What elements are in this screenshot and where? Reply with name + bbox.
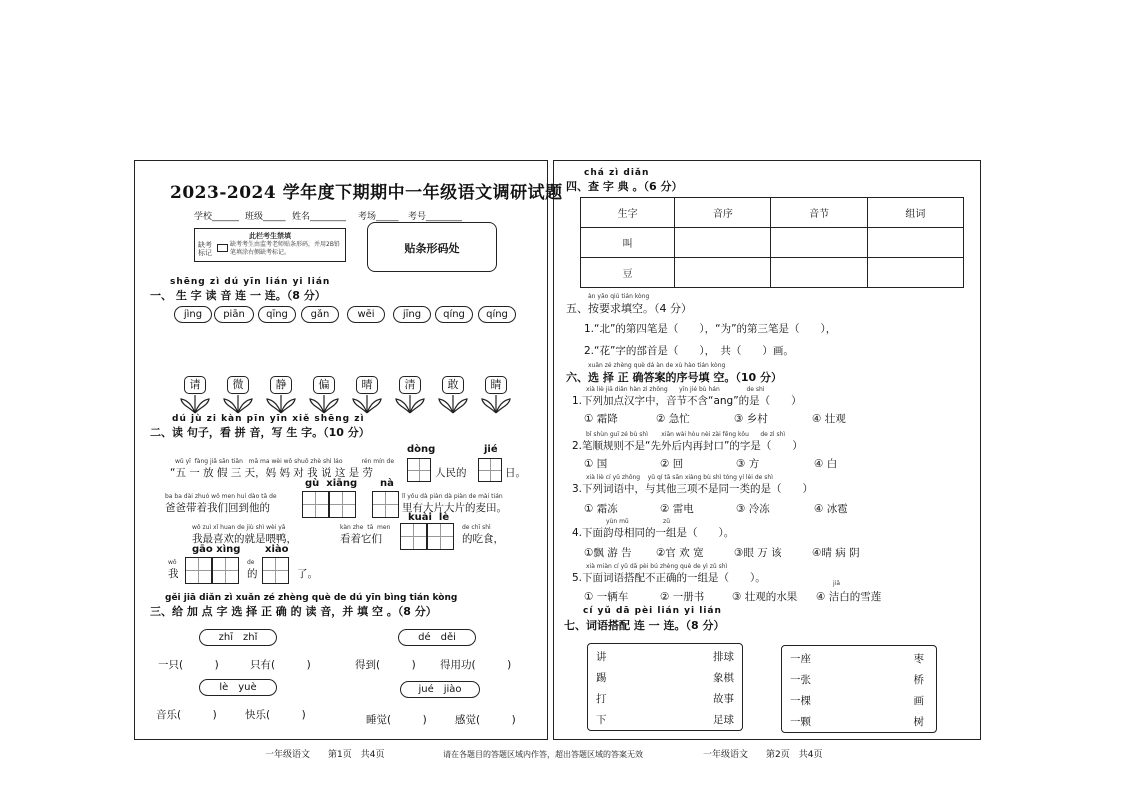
match-right[interactable]: 枣 (913, 653, 924, 665)
reading-pill[interactable]: gǎn (301, 306, 339, 323)
s5-title: 五、按要求填空。（4 分） (566, 302, 692, 315)
name-field: 姓名________ (292, 212, 347, 222)
s6-q3-pinyin: xià liè cí yǔ zhōng yǔ qí tā sān xiàng bù shì tóng yí lèi de shì (586, 474, 773, 481)
p1c-text: 日。 (505, 467, 526, 479)
match-left[interactable]: 一座 (790, 653, 811, 665)
p4b-text: 的 (247, 568, 258, 580)
option[interactable]: ③眼 万 该 (734, 547, 782, 559)
match-left[interactable]: 一张 (790, 674, 811, 686)
option[interactable]: ④ 冰雹 (814, 503, 848, 515)
match-left[interactable]: 打 (596, 693, 607, 705)
s3-title: 三、给 加 点 字 选 择 正 确 的 读 音，并 填 空 。（8 分） (150, 605, 437, 618)
s6-q2: 2.笔顺规则不是“先外后内再封口”的字是（ ） (572, 440, 803, 452)
room-field: 考场_____ (358, 212, 399, 222)
s4-pinyin: chá zì diǎn (584, 168, 650, 178)
option[interactable]: ③ 乡村 (734, 413, 768, 425)
p4b-pinyin: de (247, 559, 255, 566)
s3-pinyin: gěi jiā diǎn zì xuǎn zé zhèng què de dú yīn bìng tián kòng (165, 593, 458, 603)
reading-pill[interactable]: qīng (258, 306, 296, 323)
p1b-text: 人民的 (435, 467, 467, 479)
write-box-dong[interactable] (407, 458, 431, 482)
s6-q2-pinyin: bǐ shùn guī zé bù shì xiān wài hòu nèi zài fēng kǒu de zì shì (586, 431, 786, 438)
option[interactable]: ② 雷电 (660, 503, 694, 515)
match-right[interactable]: 足球 (713, 714, 734, 726)
fill-deiyonggong[interactable]: 得用功( ) (440, 659, 512, 671)
s6-q1: 1.下列加点汉字中，音节不含“ang”的是（ ） (572, 395, 802, 407)
fill-kuaile[interactable]: 快乐( ) (245, 709, 306, 721)
match-left[interactable]: 下 (596, 714, 607, 726)
s5-pinyin: àn yāo qiú tián kòng (588, 293, 650, 300)
match-right[interactable]: 故事 (713, 693, 734, 705)
s6-q5-jia: jiā (833, 580, 841, 587)
table-row (581, 258, 964, 288)
match-right[interactable]: 桥 (913, 674, 924, 686)
option[interactable]: ② 一册书 (660, 591, 705, 603)
write-box-jie[interactable] (478, 458, 502, 482)
p3c-text: 的吃食， (462, 533, 504, 545)
write-box-xing[interactable] (212, 557, 239, 584)
option[interactable]: ① 国 (584, 458, 608, 470)
s2-pinyin: dú jù zi kàn pīn yīn xiě shēng zì (172, 414, 365, 424)
p3-pinyin: wǒ zuì xǐ huan de jiù shì wèi yā (192, 524, 286, 531)
absent-mark-box[interactable] (217, 244, 228, 252)
write-box-le[interactable] (427, 523, 454, 550)
reading-pill[interactable]: dé děi (398, 629, 476, 646)
s6-q4-pinyin: yùn mǔ zǔ (606, 518, 670, 525)
barcode-label: 贴条形码处 (404, 242, 460, 255)
char-box[interactable]: 敢 (442, 376, 464, 394)
match-right[interactable]: 象棋 (713, 672, 734, 684)
s1-title: 一、 生 字 读 音 连 一 连。（8 分） (150, 289, 326, 302)
p3c-pinyin: de chī shì (462, 524, 491, 531)
p3b-text: 看着它们 (340, 533, 382, 545)
option[interactable]: ③ 冷冻 (736, 503, 770, 515)
option[interactable]: ① 一辆车 (584, 591, 629, 603)
char-box[interactable]: 静 (270, 376, 292, 394)
s6-q5: 5.下面词语搭配不正确的一组是（ ）。 (572, 572, 766, 584)
option[interactable]: ④ 白 (814, 458, 838, 470)
write-box-gu[interactable] (302, 491, 329, 518)
notice-label: 缺考 标记 (198, 241, 212, 257)
na-pinyin: nà (380, 478, 394, 489)
p2b-pinyin: lǐ yǒu dà piàn dà piàn de mài tián (402, 493, 503, 500)
footer-left: 一年级语文 第1页 共4页 (265, 750, 385, 760)
option[interactable]: ① 霜冻 (584, 503, 618, 515)
page-title: 2023-2024 学年度下期期中一年级语文调研试题 (170, 183, 563, 203)
p3-text: 我最喜欢的就是喂鸭， (192, 533, 297, 545)
option[interactable]: ① 霜降 (584, 413, 618, 425)
gu-xiang-pinyin: gù xiāng (305, 478, 358, 489)
reading-pill[interactable]: jué jiào (400, 681, 480, 698)
footer-mid: 请在各题目的答题区域内作答，超出答题区域的答案无效 (443, 750, 643, 759)
p4-pinyin: wǒ (168, 559, 177, 566)
p1-pinyin: wǔ yī fàng jiǎ sān tiān mā ma wèi wǒ shuō zhè shì láo rén mín de (175, 458, 395, 465)
p3b-pinyin: kàn zhe tā men (340, 524, 391, 531)
option[interactable]: ③ 方 (736, 458, 760, 470)
number-field: 考号________ (408, 212, 463, 222)
option[interactable]: ①飘 游 告 (584, 547, 632, 559)
write-box-xiang[interactable] (329, 491, 356, 518)
match-right[interactable]: 排球 (713, 651, 734, 663)
match-box-2 (781, 645, 937, 733)
gao-xing-pinyin: gāo xìng (192, 544, 241, 555)
s6-title: 六、选 择 正 确答案的序号填 空。（10 分） (566, 371, 782, 384)
option[interactable]: ④ 壮观 (812, 413, 846, 425)
dictionary-table (580, 197, 964, 288)
reading-pill[interactable]: wēi (347, 306, 385, 323)
table-cell: 叫 (581, 228, 675, 258)
fill-dedao[interactable]: 得到( ) (355, 659, 416, 671)
kuai-le-pinyin: kuài lè (408, 512, 450, 523)
reading-pill[interactable]: piān (214, 306, 254, 323)
table-header: 生字 (581, 198, 675, 228)
reading-pill[interactable]: jìng (174, 306, 212, 323)
class-field: 班级_____ (245, 212, 286, 222)
char-box[interactable]: 请 (184, 376, 206, 394)
write-box-xiao[interactable] (262, 557, 289, 584)
match-box-1 (587, 643, 743, 731)
p2b-text: 里有大片大片的麦田。 (402, 502, 507, 514)
table-header: 组词 (867, 198, 963, 228)
option[interactable]: ② 急忙 (656, 413, 690, 425)
match-left[interactable]: 一颗 (790, 716, 811, 728)
char-box[interactable]: 清 (399, 376, 421, 394)
reading-pill[interactable]: jīng (393, 306, 431, 323)
table-header: 音序 (675, 198, 771, 228)
jie-pinyin: jié (484, 444, 498, 455)
dong-pinyin: dòng (407, 444, 436, 455)
fill-yizhi[interactable]: 一只( ) (158, 659, 219, 671)
option[interactable]: ② 回 (660, 458, 684, 470)
write-box-gao[interactable] (185, 557, 212, 584)
table-cell[interactable] (675, 258, 771, 288)
table-cell[interactable] (771, 228, 867, 258)
table-header: 音节 (771, 198, 867, 228)
table-cell[interactable] (771, 258, 867, 288)
table-cell: 豆 (581, 258, 675, 288)
match-right[interactable]: 树 (913, 716, 924, 728)
match-left[interactable]: 讲 (596, 651, 607, 663)
write-box-na[interactable] (372, 491, 399, 518)
s5-q2[interactable]: 2.“花”字的部首是（ ）， 共（ ）画。 (584, 345, 794, 357)
match-left[interactable]: 一棵 (790, 695, 811, 707)
reading-pill[interactable]: zhī zhǐ (199, 629, 277, 646)
fill-shuijiao[interactable]: 睡觉( ) (366, 714, 427, 726)
match-left[interactable]: 踢 (596, 672, 607, 684)
p4c-text: 了。 (297, 568, 318, 580)
write-box-kuai[interactable] (400, 523, 427, 550)
s2-title: 二、读 句子，看 拼 音，写 生 字。（10 分） (150, 426, 370, 439)
char-box[interactable]: 微 (227, 376, 249, 394)
option[interactable]: ③ 壮观的水果 (732, 591, 798, 603)
s4-title: 四、查 字 典 。（6 分） (566, 180, 683, 193)
char-box[interactable]: 睛 (485, 376, 507, 394)
s6-pinyin: xuǎn zé zhèng què dá àn de xù hào tián kòng (588, 362, 726, 369)
notice-box (194, 228, 346, 262)
reading-pill[interactable]: qíng (478, 306, 516, 323)
fill-zhiyou[interactable]: 只有( ) (250, 659, 311, 671)
p4-text: 我 (168, 568, 179, 580)
s6-q4: 4.下面韵母相同的一组是（ ）。 (572, 527, 735, 539)
reading-pill[interactable]: lè yuè (199, 679, 277, 696)
table-cell[interactable] (867, 228, 963, 258)
p2-text: 爸爸带着我们回到他的 (165, 502, 270, 514)
table-cell[interactable] (675, 228, 771, 258)
barcode-box (367, 222, 497, 272)
p2-pinyin: ba ba dài zhuó wǒ men huí dào tā de (165, 493, 277, 500)
s6-q1-pinyin: xià liè jiā diǎn hàn zì zhōng yīn jié bù hán de shì (586, 386, 765, 393)
fill-yinyue[interactable]: 音乐( ) (156, 709, 217, 721)
fill-ganjue[interactable]: 感觉( ) (455, 714, 516, 726)
s5-q1[interactable]: 1.“北”的第四笔是（ ），“为”的第三笔是（ ）， (584, 323, 837, 335)
s7-pinyin: cí yǔ dā pèi lián yi lián (583, 606, 722, 616)
footer-right: 一年级语文 第2页 共4页 (703, 750, 823, 760)
char-box[interactable]: 晴 (356, 376, 378, 394)
table-row (581, 228, 964, 258)
notice-title: 此栏考生禁填 (249, 232, 291, 240)
school-field: 学校______ (194, 212, 240, 222)
s1-pinyin: shēng zì dú yīn lián yi lián (170, 277, 331, 287)
char-box[interactable]: 偏 (313, 376, 335, 394)
option[interactable]: ④ 洁白的雪莲 (816, 591, 882, 603)
reading-pill[interactable]: qíng (435, 306, 473, 323)
option[interactable]: ④晴 病 阴 (812, 547, 860, 559)
p1-text: “五 一 放 假 三 天，妈 妈 对 我 说 这 是 劳 (170, 467, 373, 479)
s6-q3: 3.下列词语中，与其他三项不是同一类的是（ ） (572, 483, 814, 495)
notice-text: 缺考考生由监考老师贴条形码，并用2B铅笔填涂右侧缺考标记。 (230, 241, 340, 256)
option[interactable]: ②官 欢 宽 (656, 547, 704, 559)
table-cell[interactable] (867, 258, 963, 288)
xiao-pinyin: xiào (265, 544, 289, 555)
s6-q5-pinyin: xià miàn cí yǔ dā pèi bú zhèng què de yì zǔ shì (586, 563, 728, 570)
s7-title: 七、词语搭配 连 一 连。（8 分） (564, 619, 725, 632)
match-right[interactable]: 画 (913, 695, 924, 707)
